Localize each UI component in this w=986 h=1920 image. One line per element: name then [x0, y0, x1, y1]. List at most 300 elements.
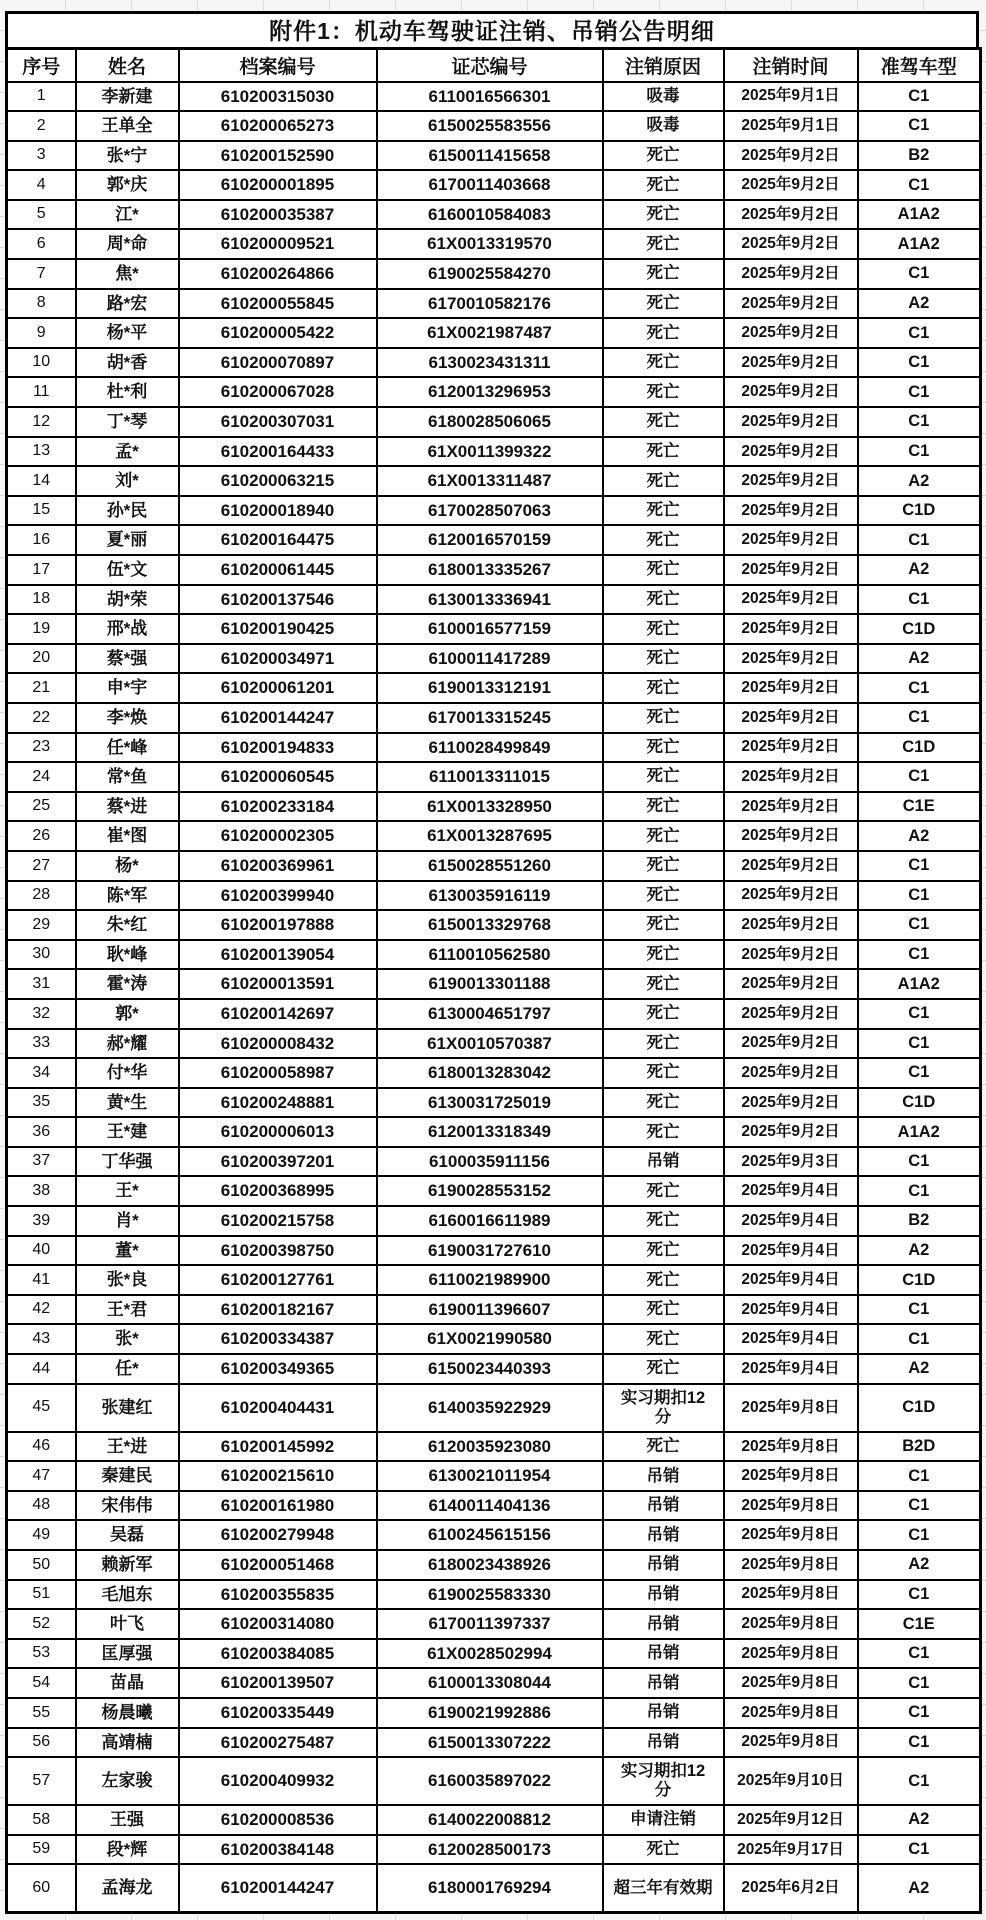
cell-name: 胡*荣	[76, 585, 179, 615]
cell-vehicle-type: C1	[858, 1757, 981, 1805]
cell-date: 2025年9月8日	[724, 1639, 858, 1669]
cell-file-number: 610200009521	[179, 229, 377, 259]
cell-name: 耿*峰	[76, 940, 179, 970]
cell-date: 2025年9月2日	[724, 377, 858, 407]
cell-index: 19	[7, 614, 76, 644]
table-row	[7, 1354, 981, 1384]
cell-file-number: 610200404431	[179, 1384, 377, 1432]
cell-license-number: 61X0013311487	[377, 466, 603, 496]
table-row	[7, 821, 981, 851]
header-name: 姓名	[76, 49, 179, 82]
cell-date: 2025年9月8日	[724, 1384, 858, 1432]
cell-index: 10	[7, 348, 76, 378]
cell-date: 2025年9月3日	[724, 1147, 858, 1177]
cell-vehicle-type: C1	[858, 703, 981, 733]
cell-name: 周*命	[76, 229, 179, 259]
cell-reason: 吊销	[603, 1668, 724, 1698]
cell-date: 2025年9月2日	[724, 792, 858, 822]
table-row	[7, 1088, 981, 1118]
cell-license-number: 6150025583556	[377, 111, 603, 141]
cell-file-number: 610200067028	[179, 377, 377, 407]
cell-reason: 死亡	[603, 1354, 724, 1384]
cell-vehicle-type: C1	[858, 1461, 981, 1491]
cell-reason: 死亡	[603, 407, 724, 437]
cell-reason: 吸毒	[603, 111, 724, 141]
cell-vehicle-type: C1D	[858, 1265, 981, 1295]
cell-vehicle-type: C1	[858, 318, 981, 348]
cell-file-number: 610200001895	[179, 170, 377, 200]
cell-date: 2025年9月10日	[724, 1757, 858, 1805]
table-row	[7, 703, 981, 733]
cell-date: 2025年9月8日	[724, 1520, 858, 1550]
cell-vehicle-type: A2	[858, 1864, 981, 1912]
cell-index: 13	[7, 437, 76, 467]
cell-name: 赖新军	[76, 1550, 179, 1580]
cell-vehicle-type: C1D	[858, 614, 981, 644]
cell-vehicle-type: C1	[858, 407, 981, 437]
cell-reason: 实习期扣12分	[603, 1757, 724, 1805]
cell-date: 2025年9月2日	[724, 910, 858, 940]
table-row	[7, 289, 981, 319]
cell-reason: 死亡	[603, 1835, 724, 1865]
cell-index: 56	[7, 1728, 76, 1758]
cell-license-number: 6170011403668	[377, 170, 603, 200]
cell-reason: 死亡	[603, 200, 724, 230]
cell-reason: 吊销	[603, 1550, 724, 1580]
cell-file-number: 610200070897	[179, 348, 377, 378]
cell-vehicle-type: C1	[858, 1295, 981, 1325]
table-row	[7, 82, 981, 112]
cell-file-number: 610200399940	[179, 881, 377, 911]
cell-file-number: 610200349365	[179, 1354, 377, 1384]
cell-reason: 死亡	[603, 496, 724, 526]
cell-license-number: 6110010562580	[377, 940, 603, 970]
table-row	[7, 851, 981, 881]
cell-license-number: 6180013335267	[377, 555, 603, 585]
cell-license-number: 6190011396607	[377, 1295, 603, 1325]
table-row	[7, 229, 981, 259]
cell-date: 2025年9月4日	[724, 1176, 858, 1206]
cell-vehicle-type: A1A2	[858, 1117, 981, 1147]
cell-vehicle-type: C1	[858, 1728, 981, 1758]
cell-license-number: 6150028551260	[377, 851, 603, 881]
cell-license-number: 6190021992886	[377, 1698, 603, 1728]
cell-license-number: 61X0013328950	[377, 792, 603, 822]
table-row	[7, 673, 981, 703]
cell-index: 44	[7, 1354, 76, 1384]
cell-date: 2025年9月2日	[724, 229, 858, 259]
table-row	[7, 1668, 981, 1698]
cell-file-number: 610200065273	[179, 111, 377, 141]
cell-name: 霍*涛	[76, 969, 179, 999]
cell-index: 21	[7, 673, 76, 703]
cell-license-number: 6140022008812	[377, 1805, 603, 1835]
cell-reason: 死亡	[603, 910, 724, 940]
cell-license-number: 6110013311015	[377, 762, 603, 792]
cell-license-number: 6100013308044	[377, 1668, 603, 1698]
table-row	[7, 1058, 981, 1088]
cell-index: 15	[7, 496, 76, 526]
cell-license-number: 6160010584083	[377, 200, 603, 230]
cell-file-number: 610200034971	[179, 644, 377, 674]
table-row	[7, 910, 981, 940]
cell-index: 17	[7, 555, 76, 585]
cell-name: 常*鱼	[76, 762, 179, 792]
cell-name: 王*进	[76, 1432, 179, 1462]
cell-index: 52	[7, 1609, 76, 1639]
table-row	[7, 1728, 981, 1758]
header-file-number: 档案编号	[179, 49, 377, 82]
cell-reason: 死亡	[603, 999, 724, 1029]
cell-license-number: 61X0021990580	[377, 1324, 603, 1354]
cell-name: 叶飞	[76, 1609, 179, 1639]
cell-date: 2025年9月2日	[724, 170, 858, 200]
cell-vehicle-type: C1	[858, 1668, 981, 1698]
cell-name: 王单全	[76, 111, 179, 141]
cell-vehicle-type: C1	[858, 851, 981, 881]
header-index: 序号	[7, 49, 76, 82]
cell-name: 黄*生	[76, 1088, 179, 1118]
cell-vehicle-type: B2	[858, 141, 981, 171]
cell-license-number: 6120016570159	[377, 525, 603, 555]
cell-reason: 死亡	[603, 525, 724, 555]
cell-date: 2025年9月2日	[724, 259, 858, 289]
cell-license-number: 6160035897022	[377, 1757, 603, 1805]
cell-index: 43	[7, 1324, 76, 1354]
cell-index: 54	[7, 1668, 76, 1698]
cell-license-number: 6150011415658	[377, 141, 603, 171]
cell-vehicle-type: C1	[858, 1029, 981, 1059]
cell-date: 2025年9月2日	[724, 1058, 858, 1088]
cell-name: 毛旭东	[76, 1580, 179, 1610]
cell-vehicle-type: C1	[858, 1835, 981, 1865]
cell-index: 46	[7, 1432, 76, 1462]
cell-license-number: 6170028507063	[377, 496, 603, 526]
cell-name: 王强	[76, 1805, 179, 1835]
cell-reason: 死亡	[603, 170, 724, 200]
cell-index: 32	[7, 999, 76, 1029]
cell-file-number: 610200055845	[179, 289, 377, 319]
cell-index: 3	[7, 141, 76, 171]
cell-name: 王*	[76, 1176, 179, 1206]
cell-reason: 死亡	[603, 821, 724, 851]
cell-date: 2025年9月2日	[724, 348, 858, 378]
cell-license-number: 6100245615156	[377, 1520, 603, 1550]
cell-name: 秦建民	[76, 1461, 179, 1491]
cell-vehicle-type: C1	[858, 348, 981, 378]
cell-index: 35	[7, 1088, 76, 1118]
cell-reason: 吊销	[603, 1147, 724, 1177]
cell-vehicle-type: C1	[858, 673, 981, 703]
cell-reason: 死亡	[603, 851, 724, 881]
cell-reason: 死亡	[603, 1117, 724, 1147]
cell-vehicle-type: A2	[858, 466, 981, 496]
cell-reason: 死亡	[603, 881, 724, 911]
cell-license-number: 61X0021987487	[377, 318, 603, 348]
cell-license-number: 6180023438926	[377, 1550, 603, 1580]
cell-index: 33	[7, 1029, 76, 1059]
table-row	[7, 377, 981, 407]
cell-file-number: 610200008432	[179, 1029, 377, 1059]
table-row	[7, 1295, 981, 1325]
cell-file-number: 610200008536	[179, 1805, 377, 1835]
cell-license-number: 61X0013319570	[377, 229, 603, 259]
cell-reason: 吊销	[603, 1491, 724, 1521]
cell-file-number: 610200314080	[179, 1609, 377, 1639]
cell-file-number: 610200137546	[179, 585, 377, 615]
cell-name: 任*	[76, 1354, 179, 1384]
cell-file-number: 610200139054	[179, 940, 377, 970]
cell-date: 2025年9月8日	[724, 1668, 858, 1698]
table-row	[7, 1117, 981, 1147]
cell-license-number: 6170010582176	[377, 289, 603, 319]
cell-index: 23	[7, 733, 76, 763]
table-row	[7, 940, 981, 970]
cell-license-number: 6130035916119	[377, 881, 603, 911]
cell-date: 2025年9月2日	[724, 881, 858, 911]
table-row	[7, 762, 981, 792]
cell-license-number: 6180028506065	[377, 407, 603, 437]
cell-index: 60	[7, 1864, 76, 1912]
cell-license-number: 6190025584270	[377, 259, 603, 289]
cell-name: 左家骏	[76, 1757, 179, 1805]
cell-file-number: 610200035387	[179, 200, 377, 230]
cell-vehicle-type: C1	[858, 170, 981, 200]
cell-vehicle-type: C1	[858, 525, 981, 555]
table-row	[7, 525, 981, 555]
cell-reason: 死亡	[603, 1236, 724, 1266]
cell-reason: 死亡	[603, 555, 724, 585]
cell-license-number: 6150023440393	[377, 1354, 603, 1384]
cell-index: 45	[7, 1384, 76, 1432]
cell-vehicle-type: C1	[858, 940, 981, 970]
cell-date: 2025年9月2日	[724, 614, 858, 644]
cell-name: 高靖楠	[76, 1728, 179, 1758]
cell-index: 11	[7, 377, 76, 407]
table-row	[7, 1698, 981, 1728]
cell-name: 杨晨曦	[76, 1698, 179, 1728]
cell-reason: 吊销	[603, 1728, 724, 1758]
cell-vehicle-type: C1	[858, 1639, 981, 1669]
cell-index: 47	[7, 1461, 76, 1491]
table-row	[7, 1491, 981, 1521]
header-vehicle-type: 准驾车型	[858, 49, 981, 82]
cell-license-number: 6110016566301	[377, 82, 603, 112]
cell-name: 杨*平	[76, 318, 179, 348]
cell-license-number: 6130021011954	[377, 1461, 603, 1491]
cell-file-number: 610200142697	[179, 999, 377, 1029]
cell-file-number: 610200368995	[179, 1176, 377, 1206]
table-row	[7, 1580, 981, 1610]
cell-license-number: 6190013301188	[377, 969, 603, 999]
cell-index: 36	[7, 1117, 76, 1147]
cell-name: 孟*	[76, 437, 179, 467]
cell-file-number: 610200369961	[179, 851, 377, 881]
cell-date: 2025年9月2日	[724, 200, 858, 230]
cell-name: 李新建	[76, 82, 179, 112]
cell-reason: 死亡	[603, 1295, 724, 1325]
cell-reason: 死亡	[603, 318, 724, 348]
cell-date: 2025年9月2日	[724, 999, 858, 1029]
cell-vehicle-type: A2	[858, 821, 981, 851]
cell-date: 2025年6月2日	[724, 1864, 858, 1912]
cell-vehicle-type: C1D	[858, 1088, 981, 1118]
cell-date: 2025年9月2日	[724, 496, 858, 526]
cell-vehicle-type: C1D	[858, 496, 981, 526]
cell-name: 伍*文	[76, 555, 179, 585]
cell-vehicle-type: C1	[858, 1698, 981, 1728]
cell-reason: 申请注销	[603, 1805, 724, 1835]
cell-file-number: 610200182167	[179, 1295, 377, 1325]
table-row	[7, 1805, 981, 1835]
cell-vehicle-type: C1	[858, 762, 981, 792]
cell-vehicle-type: B2	[858, 1206, 981, 1236]
cell-reason: 死亡	[603, 466, 724, 496]
cell-vehicle-type: C1	[858, 1520, 981, 1550]
cell-reason: 死亡	[603, 1432, 724, 1462]
table-row	[7, 1176, 981, 1206]
cell-index: 30	[7, 940, 76, 970]
cell-file-number: 610200063215	[179, 466, 377, 496]
table-row	[7, 200, 981, 230]
cell-file-number: 610200061201	[179, 673, 377, 703]
cell-name: 苗晶	[76, 1668, 179, 1698]
cell-name: 张*	[76, 1324, 179, 1354]
table-row	[7, 1550, 981, 1580]
table-row	[7, 585, 981, 615]
cell-date: 2025年9月1日	[724, 111, 858, 141]
cell-reason: 吊销	[603, 1520, 724, 1550]
cell-name: 郭*庆	[76, 170, 179, 200]
cell-date: 2025年9月2日	[724, 1117, 858, 1147]
cell-vehicle-type: C1	[858, 377, 981, 407]
cell-name: 张*良	[76, 1265, 179, 1295]
cell-file-number: 610200215610	[179, 1461, 377, 1491]
cell-name: 焦*	[76, 259, 179, 289]
cell-date: 2025年9月4日	[724, 1206, 858, 1236]
cell-vehicle-type: B2D	[858, 1432, 981, 1462]
cell-date: 2025年9月2日	[724, 407, 858, 437]
cell-name: 刘*	[76, 466, 179, 496]
cell-vehicle-type: C1	[858, 881, 981, 911]
header-date: 注销时间	[724, 49, 858, 82]
cell-reason: 死亡	[603, 1058, 724, 1088]
cell-vehicle-type: A2	[858, 1550, 981, 1580]
cell-file-number: 610200197888	[179, 910, 377, 940]
cell-name: 郭*	[76, 999, 179, 1029]
cell-vehicle-type: A2	[858, 1805, 981, 1835]
cell-name: 宋伟伟	[76, 1491, 179, 1521]
cell-reason: 死亡	[603, 1324, 724, 1354]
cell-index: 12	[7, 407, 76, 437]
cell-index: 26	[7, 821, 76, 851]
table-row	[7, 437, 981, 467]
cell-date: 2025年9月2日	[724, 851, 858, 881]
cell-name: 胡*香	[76, 348, 179, 378]
cell-index: 14	[7, 466, 76, 496]
cell-file-number: 610200275487	[179, 1728, 377, 1758]
cell-date: 2025年9月2日	[724, 289, 858, 319]
cell-vehicle-type: A2	[858, 1236, 981, 1266]
cell-index: 34	[7, 1058, 76, 1088]
cell-date: 2025年9月2日	[724, 141, 858, 171]
cell-date: 2025年9月2日	[724, 555, 858, 585]
cell-index: 25	[7, 792, 76, 822]
cell-file-number: 610200355835	[179, 1580, 377, 1610]
cell-date: 2025年9月2日	[724, 437, 858, 467]
cell-index: 20	[7, 644, 76, 674]
cell-date: 2025年9月4日	[724, 1265, 858, 1295]
cell-reason: 死亡	[603, 1029, 724, 1059]
cell-name: 申*宇	[76, 673, 179, 703]
cell-file-number: 610200005422	[179, 318, 377, 348]
cell-name: 任*峰	[76, 733, 179, 763]
cell-name: 张*宁	[76, 141, 179, 171]
table-row	[7, 1461, 981, 1491]
cell-name: 郝*耀	[76, 1029, 179, 1059]
cell-date: 2025年9月2日	[724, 673, 858, 703]
cell-date: 2025年9月2日	[724, 1029, 858, 1059]
cell-license-number: 6100011417289	[377, 644, 603, 674]
cell-vehicle-type: A2	[858, 289, 981, 319]
cell-name: 孙*民	[76, 496, 179, 526]
cell-date: 2025年9月2日	[724, 1088, 858, 1118]
cell-vehicle-type: C1	[858, 1491, 981, 1521]
cell-license-number: 6130013336941	[377, 585, 603, 615]
cell-reason: 死亡	[603, 141, 724, 171]
cell-reason: 死亡	[603, 940, 724, 970]
cell-name: 肖*	[76, 1206, 179, 1236]
table-row	[7, 466, 981, 496]
cell-reason: 死亡	[603, 1206, 724, 1236]
table-row	[7, 881, 981, 911]
license-cancellation-table	[5, 47, 982, 1914]
cell-license-number: 6120013296953	[377, 377, 603, 407]
table-row	[7, 792, 981, 822]
cell-file-number: 610200264866	[179, 259, 377, 289]
cell-index: 59	[7, 1835, 76, 1865]
cell-date: 2025年9月4日	[724, 1295, 858, 1325]
cell-license-number: 6180001769294	[377, 1864, 603, 1912]
table-row	[7, 1236, 981, 1266]
cell-index: 22	[7, 703, 76, 733]
cell-date: 2025年9月8日	[724, 1580, 858, 1610]
cell-index: 24	[7, 762, 76, 792]
cell-name: 王*建	[76, 1117, 179, 1147]
cell-file-number: 610200248881	[179, 1088, 377, 1118]
cell-file-number: 610200384085	[179, 1639, 377, 1669]
cell-reason: 吊销	[603, 1461, 724, 1491]
cell-reason: 吊销	[603, 1580, 724, 1610]
cell-name: 吴磊	[76, 1520, 179, 1550]
table-row	[7, 1432, 981, 1462]
cell-vehicle-type: C1	[858, 111, 981, 141]
cell-reason: 吊销	[603, 1639, 724, 1669]
cell-reason: 死亡	[603, 437, 724, 467]
table-row	[7, 170, 981, 200]
cell-index: 50	[7, 1550, 76, 1580]
cell-date: 2025年9月8日	[724, 1698, 858, 1728]
cell-license-number: 6120028500173	[377, 1835, 603, 1865]
cell-index: 41	[7, 1265, 76, 1295]
cell-name: 丁*琴	[76, 407, 179, 437]
cell-index: 31	[7, 969, 76, 999]
cell-index: 16	[7, 525, 76, 555]
cell-file-number: 610200194833	[179, 733, 377, 763]
cell-date: 2025年9月4日	[724, 1236, 858, 1266]
cell-index: 9	[7, 318, 76, 348]
table-row	[7, 1757, 981, 1805]
